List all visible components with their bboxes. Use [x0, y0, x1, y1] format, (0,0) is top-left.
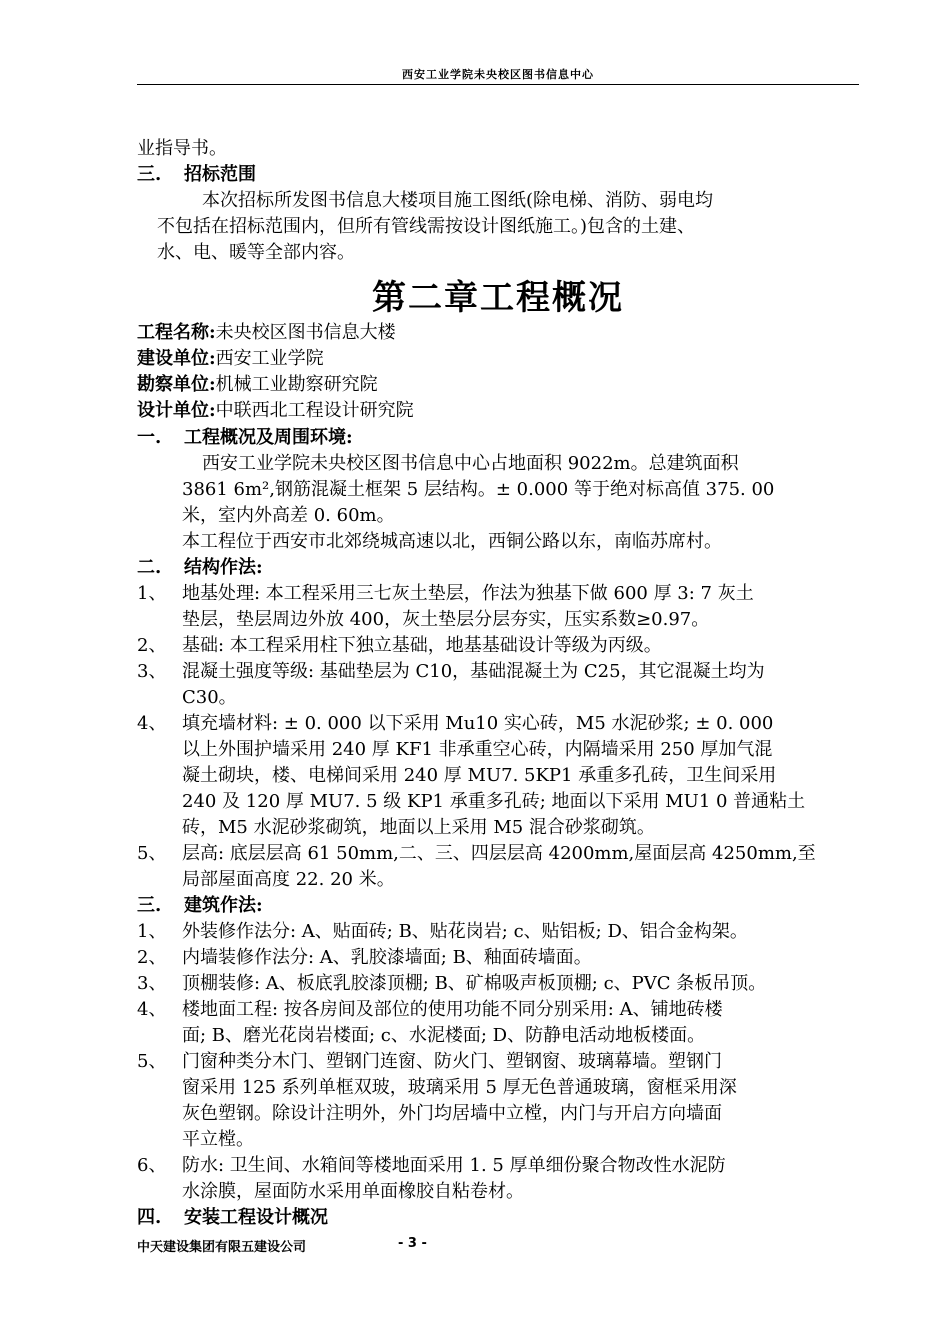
section-title: 招标范围 — [184, 164, 256, 185]
list-item — [137, 1153, 859, 1179]
item-text: 局部屋面高度 22. 20 米。 — [182, 869, 395, 890]
section-number: 四. — [137, 1207, 162, 1228]
item-text: 平立樘。 — [182, 1129, 254, 1150]
item-number: 2、 — [137, 635, 167, 656]
section-number: 三. — [137, 164, 162, 185]
item-number: 3、 — [137, 973, 167, 994]
info-value: 未央校区图书信息大楼 — [215, 322, 396, 343]
item-text: C30。 — [182, 687, 237, 708]
item-text: 砖，M5 水泥砂浆砌筑，地面以上采用 M5 混合砂浆砌筑。 — [182, 817, 655, 838]
item-number: 1、 — [137, 921, 167, 942]
section-heading — [137, 425, 859, 451]
item-text: 灰色塑钢。除设计注明外，外门均居墙中立樘，内门与开启方向墙面 — [182, 1103, 722, 1124]
paragraph-line: 西安工业学院未央校区图书信息中心占地面积 9022m。总建筑面积 — [202, 453, 739, 474]
paragraph-line: 3861 6m²,钢筋混凝土框架 5 层结构。± 0.000 等于绝对标高值 375. 00 — [182, 479, 775, 500]
item-number: 3、 — [137, 661, 167, 682]
section-number: 一. — [137, 427, 162, 448]
item-number: 5、 — [137, 843, 167, 864]
item-text: 面; B、磨光花岗岩楼面; c、水泥楼面; D、防静电活动地板楼面。 — [182, 1025, 706, 1046]
info-label: 设计单位: — [137, 400, 216, 421]
item-text: 窗采用 125 系列单框双玻，玻璃采用 5 厚无色普通玻璃，窗框采用深 — [182, 1077, 737, 1098]
item-text: 水涂膜，屋面防水采用单面橡胶自粘卷材。 — [182, 1181, 524, 1202]
info-row — [137, 320, 859, 346]
info-row — [137, 372, 859, 398]
page-number: - 3 - — [398, 1236, 427, 1251]
item-number: 4、 — [137, 999, 167, 1020]
section-heading — [137, 555, 859, 581]
item-number: 2、 — [137, 947, 167, 968]
info-value: 机械工业勘察研究院 — [215, 374, 378, 395]
section-title: 安装工程设计概况 — [184, 1207, 328, 1228]
section-title: 工程概况及周围环境: — [184, 427, 353, 448]
list-item — [137, 841, 859, 867]
section-heading — [137, 1205, 859, 1231]
paragraph-line: 本次招标所发图书信息大楼项目施工图纸(除电梯、消防、弱电均 — [202, 190, 714, 211]
info-value: 中联西北工程设计研究院 — [215, 400, 414, 421]
section-title: 结构作法: — [184, 557, 263, 578]
bid-scope-heading — [137, 162, 859, 188]
item-text: 以上外围护墙采用 240 厚 KF1 非承重空心砖，内隔墙采用 250 厚加气混 — [182, 739, 773, 760]
item-number: 6、 — [137, 1155, 167, 1176]
paragraph-line: 米，室内外高差 0. 60m。 — [182, 505, 395, 526]
item-text: 门窗种类分木门、塑钢门连窗、防火门、塑钢窗、玻璃幕墙。塑钢门 — [182, 1051, 722, 1072]
paragraph-line: 水、电、暖等全部内容。 — [157, 242, 355, 263]
item-text: 填充墙材料: ± 0. 000 以下采用 Mu10 实心砖，M5 水泥砂浆; ± 0. 000 — [182, 713, 774, 734]
section-heading — [137, 893, 859, 919]
header-rule — [137, 84, 859, 85]
item-text: 凝土砌块，楼、电梯间采用 240 厚 MU7. 5KP1 承重多孔砖，卫生间采用 — [182, 765, 777, 786]
chapter-title: 第二章工程概况 — [372, 278, 624, 318]
item-text: 基础: 本工程采用柱下独立基础，地基基础设计等级为丙级。 — [182, 635, 662, 656]
item-text: 外装修作法分: A、贴面砖; B、贴花岗岩; c、贴铝板; D、铝合金构架。 — [182, 921, 748, 942]
list-item — [137, 919, 859, 945]
page-header: 西安工业学院未央校区图书信息中心 — [402, 68, 594, 81]
item-number: 4、 — [137, 713, 167, 734]
item-number: 5、 — [137, 1051, 167, 1072]
info-row — [137, 346, 859, 372]
item-text: 内墙装修作法分: A、乳胶漆墙面; B、釉面砖墙面。 — [182, 947, 592, 968]
section-number: 三. — [137, 895, 162, 916]
footer-company: 中天建设集团有限五建设公司 — [137, 1240, 307, 1255]
item-text: 垫层，垫层周边外放 400，灰土垫层分层夯实，压实系数≥0.97。 — [182, 609, 710, 630]
item-text: 顶棚装修: A、板底乳胶漆顶棚; B、矿棉吸声板顶棚; c、PVC 条板吊顶。 — [182, 973, 767, 994]
paragraph-line: 不包括在招标范围内，但所有管线需按设计图纸施工。)包含的土建、 — [157, 216, 696, 237]
list-item — [137, 945, 859, 971]
item-text: 240 及 120 厚 MU7. 5 级 KP1 承重多孔砖; 地面以下采用 MU1 0 普通粘土 — [182, 791, 806, 812]
item-number: 1、 — [137, 583, 167, 604]
item-text: 地基处理: 本工程采用三七灰土垫层，作法为独基下做 600 厚 3: 7 灰土 — [182, 583, 754, 604]
list-item — [137, 633, 859, 659]
item-text: 楼地面工程: 按各房间及部位的使用功能不同分别采用: A、铺地砖楼 — [182, 999, 723, 1020]
list-item — [137, 1049, 859, 1075]
section-title: 建筑作法: — [184, 895, 263, 916]
item-text: 混凝土强度等级: 基础垫层为 C10，基础混凝土为 C25，其它混凝土均为 — [182, 661, 765, 682]
list-item — [137, 997, 859, 1023]
list-item — [137, 659, 859, 685]
info-row — [137, 398, 859, 424]
section-number: 二. — [137, 557, 162, 578]
list-item — [137, 971, 859, 997]
item-text: 层高: 底层层高 61 50mm,二、三、四层层高 4200mm,屋面层高 4250mm,至 — [182, 843, 816, 864]
info-label: 勘察单位: — [137, 374, 216, 395]
info-label: 建设单位: — [137, 348, 216, 369]
list-item — [137, 711, 859, 737]
continuation-text: 业指导书。 — [137, 138, 227, 159]
list-item — [137, 581, 859, 607]
info-value: 西安工业学院 — [215, 348, 324, 369]
item-text: 防水: 卫生间、水箱间等楼地面采用 1. 5 厚单细份聚合物改性水泥防 — [182, 1155, 726, 1176]
paragraph-line: 本工程位于西安市北郊绕城高速以北，西铜公路以东，南临苏席村。 — [182, 531, 722, 552]
info-label: 工程名称: — [137, 322, 216, 343]
